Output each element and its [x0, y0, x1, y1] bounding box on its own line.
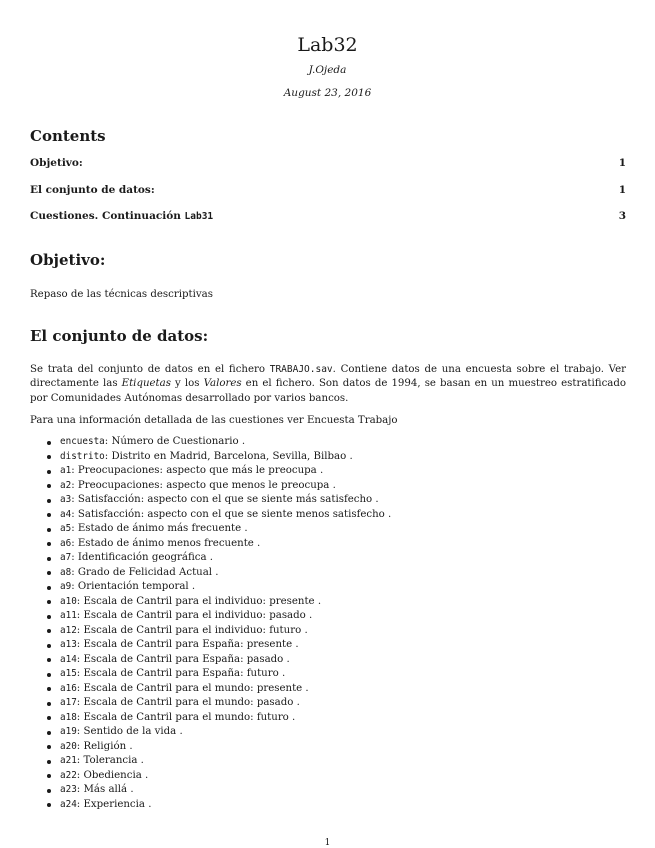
list-item: [46, 624, 391, 639]
variable-name: a8: [60, 566, 72, 578]
toc-entry-title: Cuestiones. Continuación: [30, 210, 181, 222]
variable-description: : Escala de Cantril para el mundo: pasado .: [76, 697, 300, 708]
document-title: Lab32: [297, 34, 358, 56]
variable-description: : Estado de ánimo menos frecuente .: [71, 537, 261, 549]
list-item: [46, 580, 391, 595]
toc-entry-title: El conjunto de datos:: [30, 184, 155, 196]
list-item: [46, 682, 391, 697]
variable-description: : Preocupaciones: aspecto que más le preocupa .: [71, 465, 324, 476]
list-item: [46, 798, 391, 813]
toc-entry-page: 1: [618, 157, 626, 169]
variable-name: a15: [60, 668, 77, 679]
list-item: [46, 638, 391, 653]
list-item: [46, 769, 391, 784]
toc-entry-page: 3: [618, 210, 626, 222]
variable-name: a22: [60, 769, 77, 781]
toc-entry-title: Objetivo:: [30, 157, 83, 169]
variable-name: a13: [60, 639, 77, 650]
variable-description: : Religión .: [76, 740, 133, 752]
list-item: [46, 667, 391, 682]
variable-name: a11: [60, 610, 77, 621]
variable-description: : Escala de Cantril para el mundo: futuro .: [76, 711, 296, 723]
variable-description: : Escala de Cantril para el individuo: presente .: [76, 595, 322, 607]
etiquetas-term: Etiquetas: [121, 378, 171, 390]
variable-name: a18: [60, 711, 77, 723]
variable-description: : Experiencia .: [76, 798, 152, 810]
toc-entry-conjunto[interactable]: [30, 183, 626, 197]
list-item: [46, 653, 391, 668]
toc-entry-page: 1: [618, 184, 626, 196]
list-item: [46, 493, 391, 508]
list-item: [46, 551, 391, 566]
objetivo-text: Repaso de las técnicas descriptivas: [30, 289, 213, 300]
list-item: [46, 754, 391, 769]
variable-name: a12: [60, 624, 77, 636]
variable-description: : Número de Cuestionario .: [104, 436, 246, 447]
list-item: [46, 725, 391, 740]
variable-name: a16: [60, 682, 77, 694]
variable-name: a7: [60, 552, 72, 563]
variable-name: encuesta: [60, 436, 105, 447]
list-item: [46, 522, 391, 537]
list-item: [46, 464, 391, 479]
variable-description: : Escala de Cantril para España: presente .: [76, 639, 299, 650]
variable-description: : Distrito en Madrid, Barcelona, Sevilla, Bilbao .: [104, 450, 353, 462]
conjunto-paragraph-1: Se trata del conjunto de datos en el fichero TRABAJO.sav. Contiene datos de una encuesta sobre el trabajo. Ver directamente las Etiquetas y los Valores en el fichero. Son datos de 1994, se basan en un muestreo estratificado por Comunidades Autónomas desarrollado por varios bancos.: [30, 364, 627, 404]
variable-name: a2: [60, 479, 72, 491]
document-date: August 23, 2016: [283, 87, 372, 99]
page-number: 1: [324, 838, 331, 848]
variable-description: : Grado de Felicidad Actual .: [71, 566, 219, 578]
conjunto-paragraph-2: Para una información detallada de las cuestiones ver Encuesta Trabajo: [30, 415, 398, 426]
toc-entry-code: Lab31: [184, 211, 214, 222]
list-item: [46, 711, 391, 726]
document-author: J.Ojeda: [308, 64, 347, 76]
list-item: [46, 740, 391, 755]
list-item: [46, 783, 391, 798]
variable-description: : Satisfacción: aspecto con el que se siente más satisfecho .: [71, 494, 379, 505]
variable-name: a21: [60, 755, 77, 766]
variable-description: : Obediencia .: [76, 769, 149, 781]
variable-list: [46, 435, 391, 812]
variable-description: : Escala de Cantril para el individuo: pasado .: [76, 610, 313, 621]
variable-description: : Sentido de la vida .: [76, 726, 183, 737]
list-item: [46, 595, 391, 610]
variable-name: a14: [60, 653, 77, 665]
list-item: [46, 450, 391, 465]
variable-name: distrito: [60, 450, 105, 462]
variable-name: a10: [60, 595, 77, 607]
list-item: [46, 508, 391, 523]
variable-name: a24: [60, 798, 77, 810]
variable-description: : Tolerancia .: [76, 755, 144, 766]
variable-name: a20: [60, 740, 77, 752]
valores-term: Valores: [203, 378, 242, 390]
variable-description: : Orientación temporal .: [71, 581, 196, 592]
list-item: [46, 609, 391, 624]
list-item: [46, 566, 391, 581]
variable-description: : Escala de Cantril para España: pasado .: [76, 653, 290, 665]
list-item: [46, 479, 391, 494]
list-item: [46, 696, 391, 711]
variable-name: a6: [60, 537, 72, 549]
contents-heading: Contents: [30, 127, 106, 145]
variable-name: a4: [60, 508, 72, 520]
toc-entry-cuestiones[interactable]: [30, 209, 626, 223]
variable-description: : Escala de Cantril para el mundo: presente .: [76, 682, 309, 694]
variable-name: a3: [60, 494, 72, 505]
variable-description: : Satisfacción: aspecto con el que se siente menos satisfecho .: [71, 508, 392, 520]
variable-name: a5: [60, 523, 72, 534]
section-heading-conjunto: El conjunto de datos:: [30, 327, 209, 345]
toc-entry-objetivo[interactable]: [30, 156, 626, 170]
section-heading-objetivo: Objetivo:: [30, 251, 106, 269]
variable-name: a19: [60, 726, 77, 737]
file-name: TRABAJO.sav: [269, 364, 333, 375]
variable-name: a17: [60, 697, 77, 708]
variable-description: : Estado de ánimo más frecuente .: [71, 523, 248, 534]
variable-name: a9: [60, 581, 72, 592]
variable-name: a23: [60, 784, 77, 795]
variable-description: : Escala de Cantril para el individuo: futuro .: [76, 624, 308, 636]
variable-description: : Identificación geográfica .: [71, 552, 214, 563]
variable-name: a1: [60, 465, 72, 476]
list-item: [46, 435, 391, 450]
variable-description: : Escala de Cantril para España: futuro .: [76, 668, 286, 679]
variable-description: : Más allá .: [76, 784, 134, 795]
variable-description: : Preocupaciones: aspecto que menos le preocupa .: [71, 479, 336, 491]
list-item: [46, 537, 391, 552]
